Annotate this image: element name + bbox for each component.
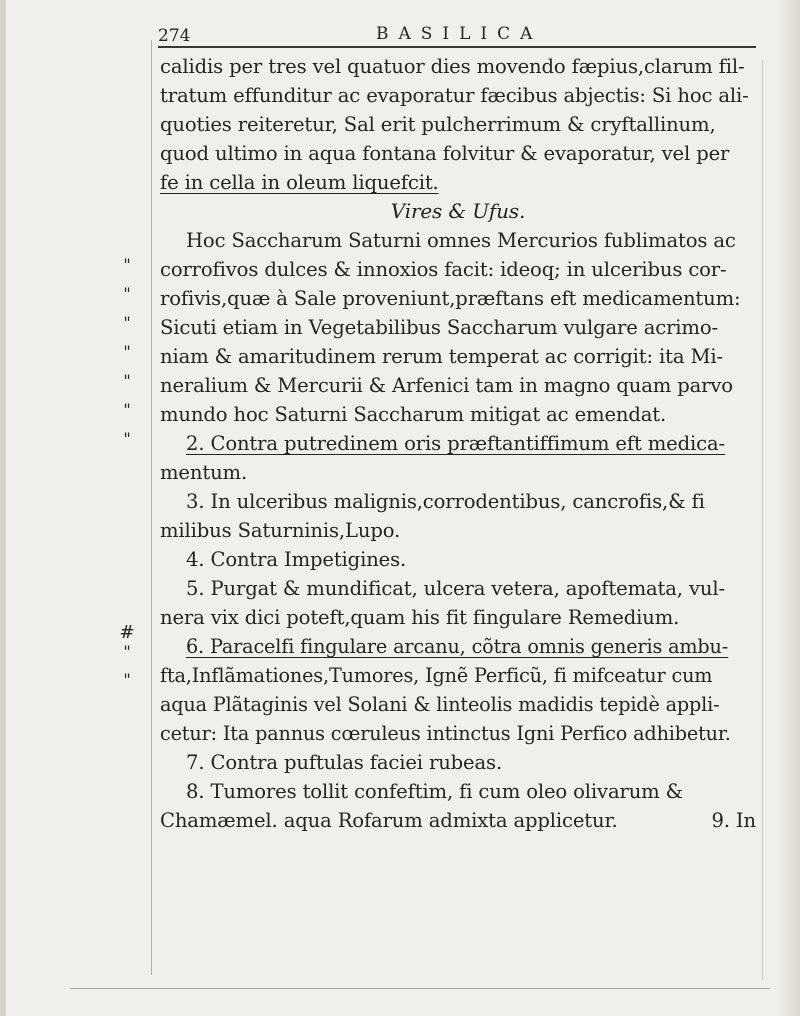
text-line: neralium & Mercurii & Arfenici tam in magno quam parvo	[160, 374, 733, 397]
page-right-edge	[778, 0, 800, 1016]
numbered-item: 5. Purgat & mundificat, ulcera vetera, apoftemata, vul-	[186, 577, 725, 600]
catchword: 9. In	[711, 809, 756, 832]
margin-mark: "	[123, 313, 131, 332]
margin-mark: "	[123, 255, 131, 274]
margin-mark: "	[123, 342, 131, 361]
text-line: corrofivos dulces & innoxios facit: ideoq; in ulceribus cor-	[160, 258, 727, 281]
margin-mark: "	[123, 371, 131, 390]
text-line: niam & amaritudinem rerum temperat ac corrigit: ita Mi-	[160, 345, 723, 368]
text-line: Sicuti etiam in Vegetabilibus Saccharum vulgare acrimo-	[160, 316, 718, 339]
text-line: aqua Plãtaginis vel Solani & linteolis madidis tepidè appli-	[160, 693, 720, 716]
text-line: milibus Saturninis,Lupo.	[160, 519, 401, 542]
text-line: Hoc Saccharum Saturni omnes Mercurios fublimatos ac	[186, 229, 736, 252]
text-line: quod ultimo in aqua fontana folvitur & evaporatur, vel per	[160, 142, 730, 165]
numbered-item: 3. In ulceribus malignis,corrodentibus, cancrofis,& fi	[186, 490, 705, 513]
numbered-item: 8. Tumores tollit confeftim, fi cum oleo olivarum &	[186, 780, 683, 803]
text-block	[160, 52, 756, 835]
margin-mark: "	[123, 400, 131, 419]
page-left-edge	[0, 0, 6, 1016]
margin-mark: "	[123, 429, 131, 448]
text-line: mundo hoc Saturni Saccharum mitigat ac emendat.	[160, 403, 667, 426]
page-number: 274	[158, 26, 191, 46]
margin-mark: "	[123, 284, 131, 303]
text-line: quoties reiteretur, Sal erit pulcherrimum & cryftallinum,	[160, 113, 716, 136]
section-heading: Vires & Ufus.	[390, 199, 526, 223]
text-line: nera vix dici poteft,quam his fit fingulare Remedium.	[160, 606, 680, 629]
text-line: calidis per tres vel quatuor dies movendo fæpius,clarum fil-	[160, 55, 745, 78]
margin-mark: "	[123, 642, 131, 661]
right-page-rule	[762, 60, 763, 980]
page-header	[158, 22, 758, 44]
text-line: fe in cella in oleum liquefcit.	[160, 171, 439, 194]
margin-mark: "	[123, 670, 131, 689]
margin-hash-mark: #	[119, 622, 135, 643]
text-line: fta,Inflãmationes,Tumores, Ignẽ Perficũ, fi mifceatur cum	[160, 664, 713, 687]
text-line: rofivis,quæ à Sale proveniunt,præftans eft medicamentum:	[160, 287, 741, 310]
numbered-item: 4. Contra Impetigines.	[186, 548, 407, 571]
left-page-rule	[151, 40, 152, 975]
numbered-item: 7. Contra puftulas faciei rubeas.	[186, 751, 503, 774]
header-rule	[158, 46, 756, 48]
text-line: tratum effunditur ac evaporatur fæcibus abjectis: Si hoc ali-	[160, 84, 749, 107]
text-line: Chamæmel. aqua Rofarum admixta applicetur.	[160, 809, 618, 832]
bottom-page-rule	[70, 988, 770, 989]
numbered-item: 6. Paracelfi fingulare arcanu, cõtra omnis generis ambu-	[186, 635, 729, 658]
running-head: BASILICA	[376, 24, 543, 44]
numbered-item: 2. Contra putredinem oris præftantiffimum eft medica-	[186, 432, 725, 455]
text-line: mentum.	[160, 461, 248, 484]
text-line: cetur: Ita pannus cœruleus intinctus Igni Perfico adhibetur.	[160, 722, 731, 745]
